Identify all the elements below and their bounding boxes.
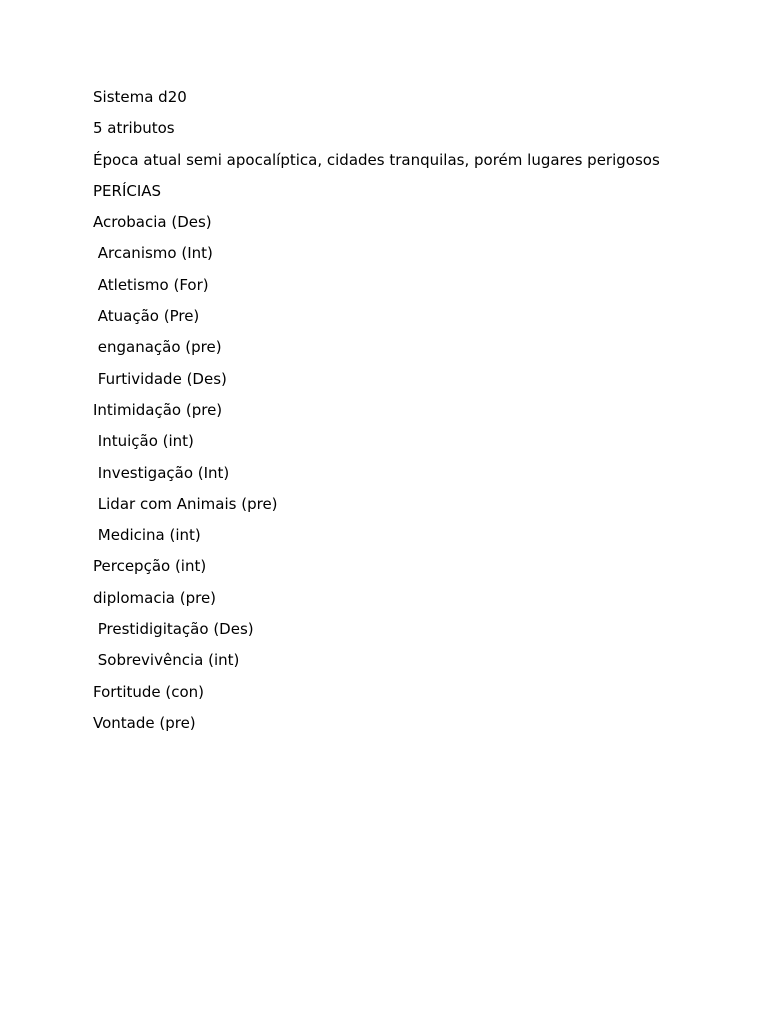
skill-item: Furtividade (Des) <box>93 369 227 388</box>
skill-item: Investigação (Int) <box>93 463 230 482</box>
skill-item: Atuação (Pre) <box>93 307 200 326</box>
skill-item: Prestidigitação (Des) <box>93 620 254 639</box>
skill-item: Medicina (int) <box>93 526 201 545</box>
skill-item: Percepção (int) <box>93 557 207 576</box>
document-body <box>93 86 733 743</box>
skills-heading: PERÍCIAS <box>93 181 162 200</box>
skill-item: Intimidação (pre) <box>93 400 223 419</box>
skill-item: Intuição (int) <box>93 432 194 451</box>
skill-item: Arcanismo (Int) <box>93 244 213 263</box>
skill-item: Acrobacia (Des) <box>93 213 212 232</box>
setting-line: Época atual semi apocalíptica, cidades tranquilas, porém lugares perigosos <box>93 150 660 169</box>
skill-item: enganação (pre) <box>93 338 222 357</box>
attributes-line: 5 atributos <box>93 119 175 138</box>
skill-item: diplomacia (pre) <box>93 588 217 607</box>
skill-item: Vontade (pre) <box>93 713 196 732</box>
skill-item: Atletismo (For) <box>93 275 209 294</box>
skill-item: Fortitude (con) <box>93 682 205 701</box>
system-line: Sistema d20 <box>93 88 187 106</box>
skill-item: Lidar com Animais (pre) <box>93 494 278 513</box>
skill-item: Sobrevivência (int) <box>93 651 240 670</box>
